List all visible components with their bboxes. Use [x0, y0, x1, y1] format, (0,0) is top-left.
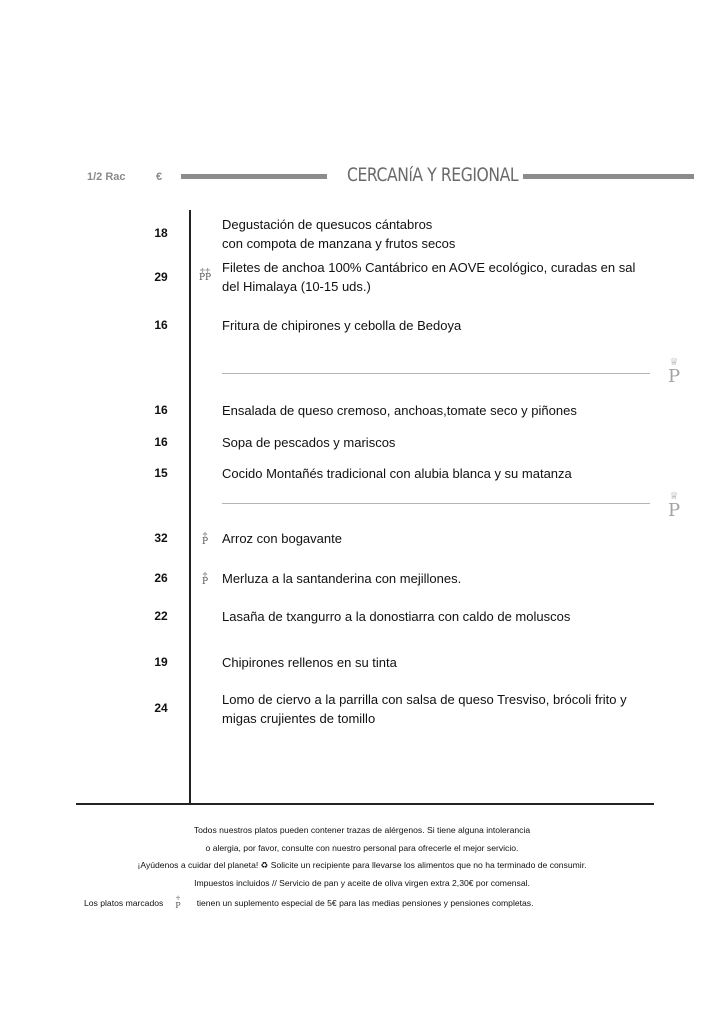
section-title: CERCANíA Y REGIONAL — [347, 164, 519, 186]
header-rule-right — [523, 174, 694, 179]
allergen-note-line-2: o alergia, por favor, consulte con nuestro personal para ofrecerle el mejor servicio. — [205, 843, 519, 853]
item-name: Ensalada de queso cremoso, anchoas,tomate seco y piñones — [222, 403, 577, 418]
item-price: 19 — [154, 655, 168, 669]
section-separator — [222, 373, 650, 374]
item-name: Chipirones rellenos en su tinta — [222, 655, 397, 670]
item-price: 15 — [154, 466, 168, 480]
supplement-mark-icon: ♱ P — [175, 895, 181, 910]
item-price: 24 — [154, 701, 168, 715]
section-separator — [222, 503, 650, 504]
footer-divider — [76, 803, 654, 805]
item-price: 29 — [154, 270, 168, 284]
currency-column-header: € — [156, 171, 163, 183]
planet-note: ¡Ayúdenos a cuidar del planeta! ♻ Solicite un recipiente para llevarse los alimentos que no ha terminado de consumir. — [137, 860, 587, 870]
item-name: Lomo de ciervo a la parrilla con salsa de queso Tresviso, brócoli frito y migas crujientes de tomillo — [222, 692, 627, 726]
item-price: 22 — [154, 609, 168, 623]
price-column-divider — [189, 210, 191, 805]
item-price: 16 — [154, 318, 168, 332]
item-name: Degustación de quesucos cántabros con compota de manzana y frutos secos — [222, 217, 456, 251]
item-price: 16 — [154, 435, 168, 449]
item-name: Merluza a la santanderina con mejillones. — [222, 571, 462, 586]
taxes-bread-note: Impuestos incluidos // Servicio de pan y aceite de oliva virgen extra 2,30€ por comensal. — [194, 878, 530, 888]
allergen-note-line-1: Todos nuestros platos pueden contener trazas de alérgenos. Si tiene alguna intolerancia — [193, 825, 531, 835]
item-name: Sopa de pescados y mariscos — [222, 435, 396, 450]
crown-p-logo-icon: ♕ P — [667, 491, 681, 521]
item-price: 18 — [154, 226, 168, 240]
supplement-mark-icon: ♱ P — [201, 531, 209, 547]
item-name: Cocido Montañés tradicional con alubia blanca y su matanza — [222, 466, 572, 481]
supplement-mark-icon: ♱ P — [201, 571, 209, 587]
item-price: 32 — [154, 531, 168, 545]
header-rule-left — [181, 174, 327, 179]
item-name: Filetes de anchoa 100% Cantábrico en AOVE ecológico, curadas en sal del Himalaya (10-15 uds.) — [222, 260, 636, 294]
item-price: 16 — [154, 403, 168, 417]
item-name: Fritura de chipirones y cebolla de Bedoya — [222, 318, 462, 333]
item-name: Lasaña de txangurro a la donostiarra con caldo de moluscos — [222, 609, 571, 624]
supplement-mark-icon: ♱♱ PP — [198, 267, 212, 283]
item-name: Arroz con bogavante — [222, 531, 342, 546]
crown-p-logo-icon: ♕ P — [667, 357, 681, 387]
supplement-note: Los platos marcados ♱ P tienen un suplemento especial de 5€ para las medias pensiones y pensiones completas. — [84, 895, 534, 910]
item-price: 26 — [154, 571, 168, 585]
portion-column-header: 1/2 Rac — [87, 171, 126, 183]
